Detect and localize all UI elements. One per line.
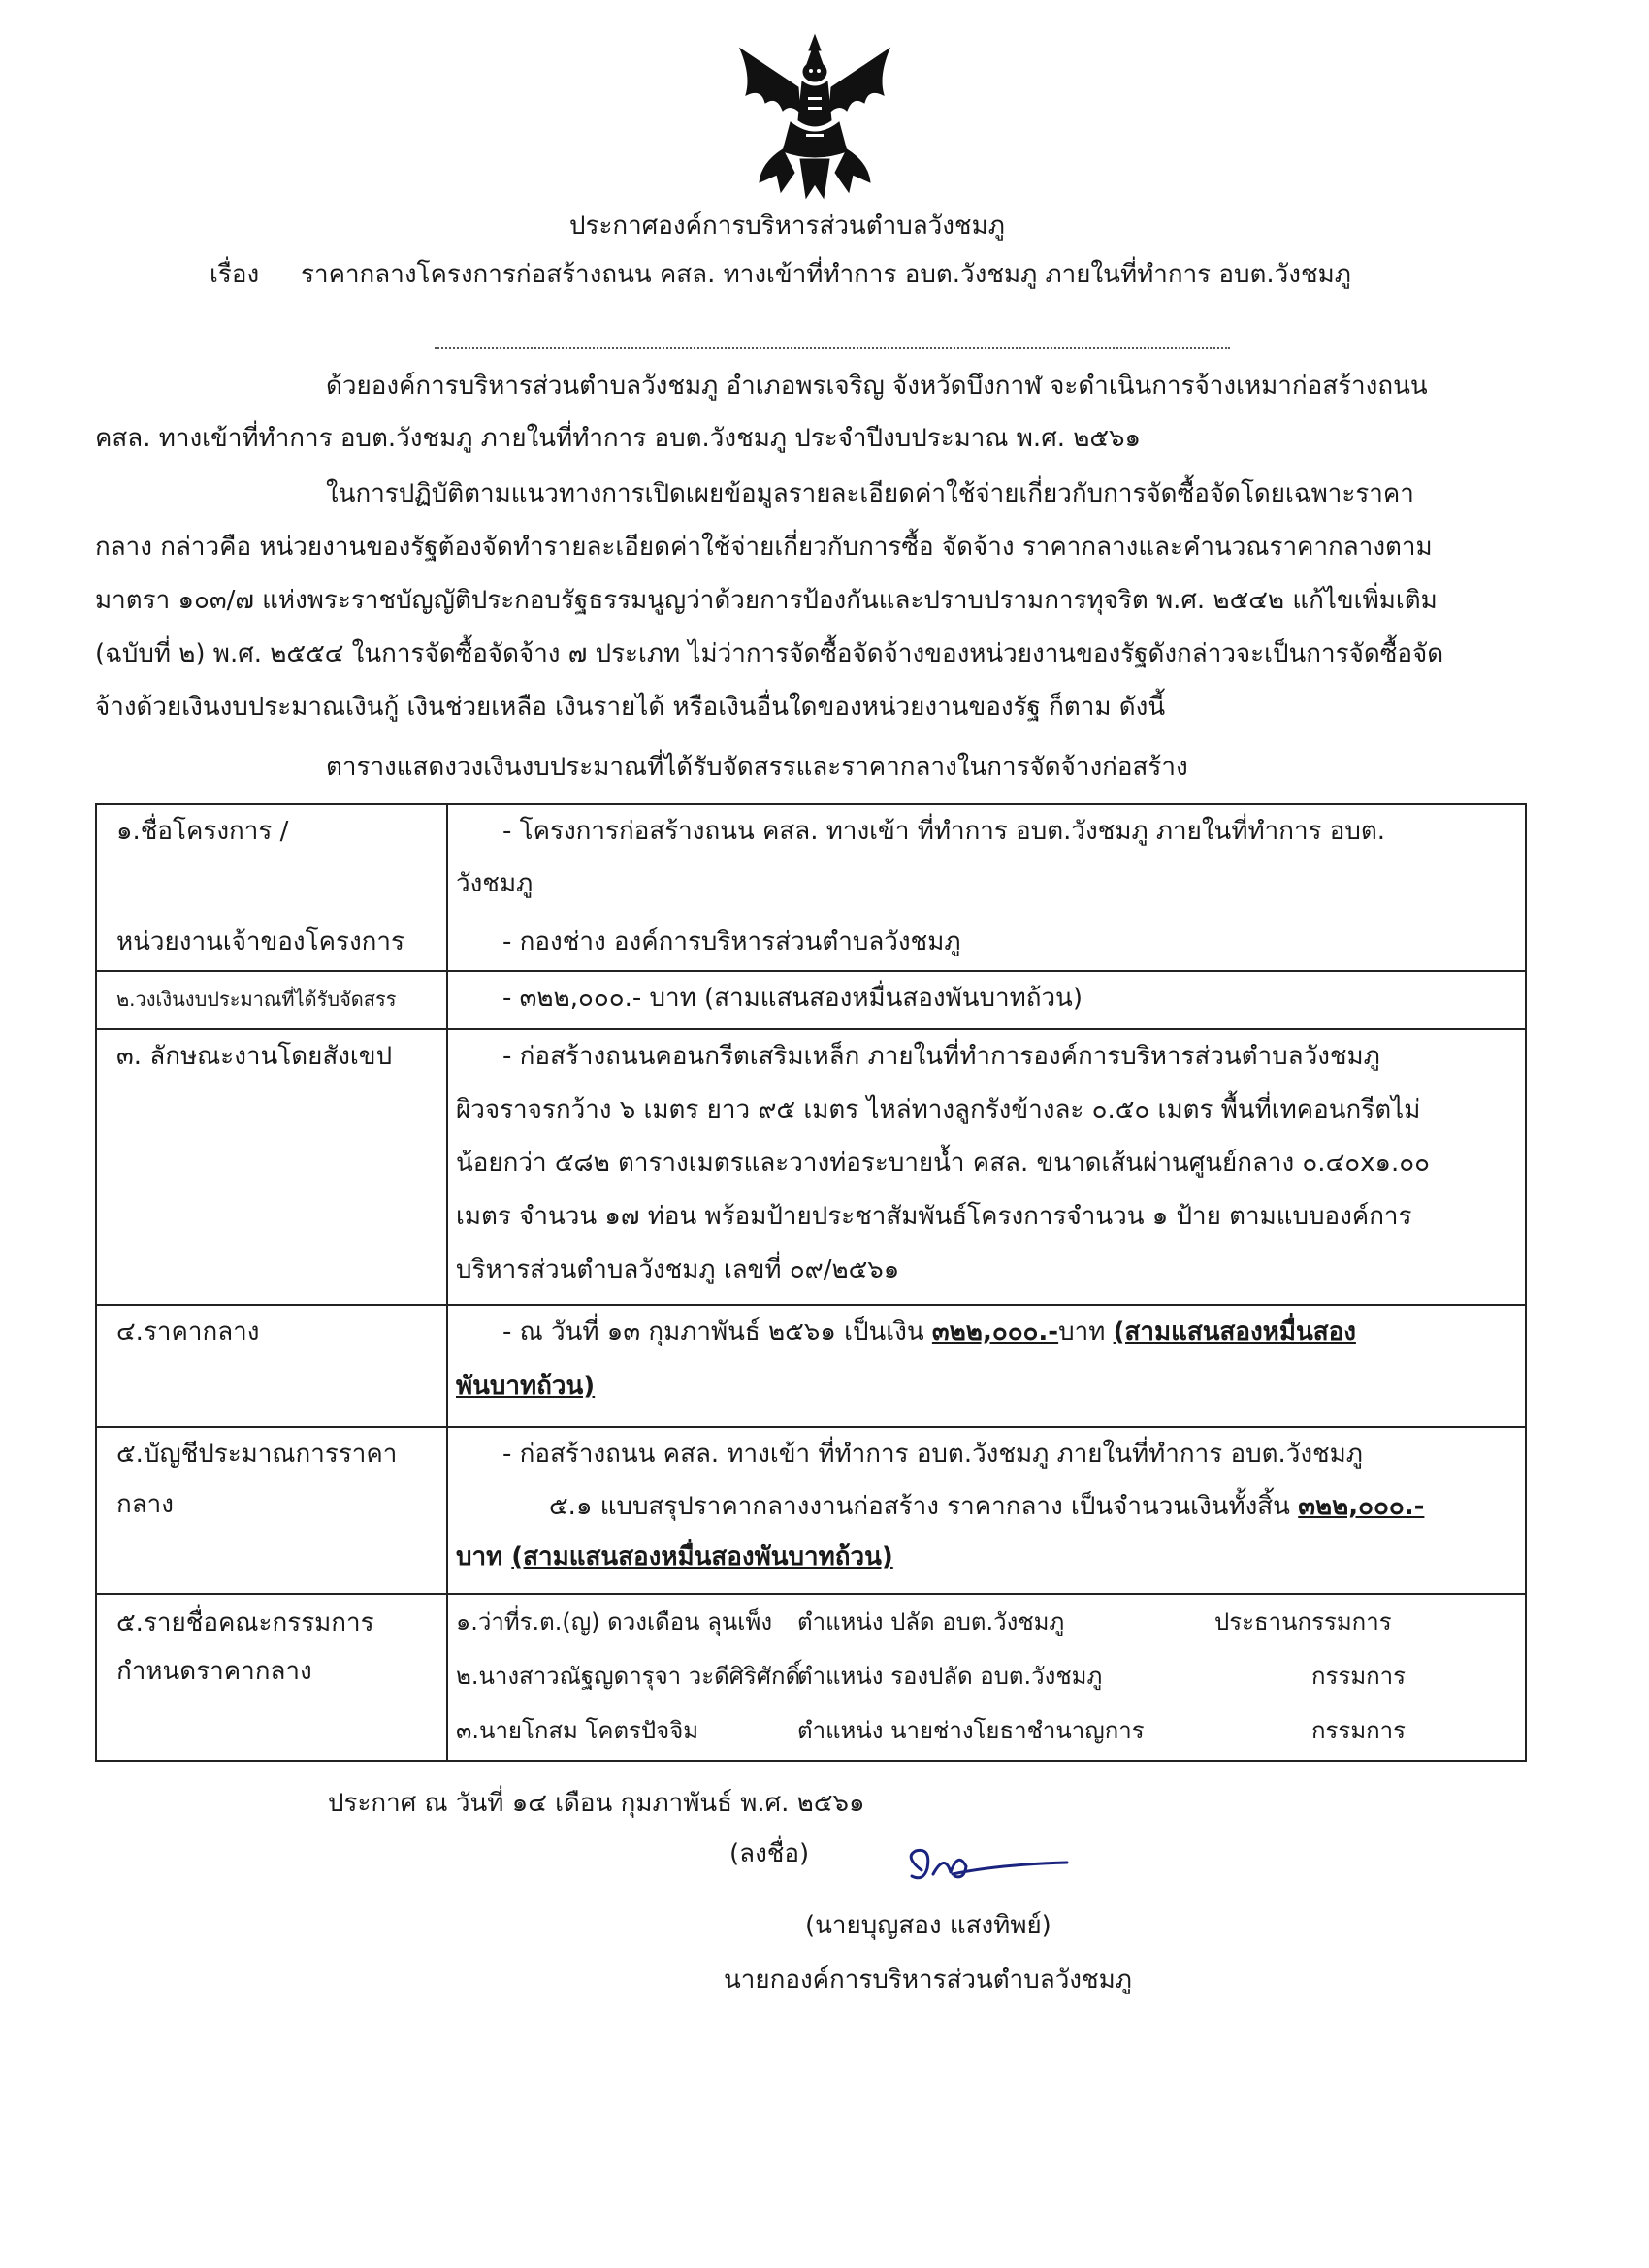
- row5-amount: ๓๒๒,๐๐๐.-: [1298, 1492, 1425, 1521]
- row5-label-b: กลาง: [116, 1490, 174, 1519]
- row2-value-cell: [447, 971, 1526, 1029]
- table-row: [96, 804, 1526, 971]
- row3-line-5: บริหารส่วนตำบลวังชมภู เลขที่ ๐๙/๒๕๖๑: [456, 1255, 900, 1284]
- budget-table: [95, 803, 1527, 1762]
- member-3-name: ๓.นายโกสม โคตรปัจจิม: [456, 1717, 699, 1744]
- row4-value-cell: [447, 1305, 1526, 1427]
- row4-label: ๔.ราคากลาง: [116, 1317, 260, 1346]
- member-3-role: กรรมการ: [1311, 1717, 1406, 1744]
- row1-value-cell: [447, 804, 1526, 971]
- row4-prefix: - ณ วันที่ ๑๓ กุมภาพันธ์ ๒๕๖๑ เป็นเงิน: [502, 1317, 932, 1346]
- row5-l2-prefix: ๕.๑ แบบสรุปราคากลางงานก่อสร้าง ราคากลาง เป็นจำนวนเงินทั้งสิ้น: [549, 1492, 1299, 1521]
- table-caption: ตารางแสดงวงเงินงบประมาณที่ได้รับจัดสรรและราคากลางในการจัดจ้างก่อสร้าง: [326, 753, 1188, 782]
- signer-name: (นายบุญสอง แสงทิพย์): [805, 1911, 1051, 1940]
- row5-value-cell: [447, 1427, 1526, 1594]
- paragraph-2-line-3: มาตรา ๑๐๓/๗ แห่งพระราชบัญญัติประกอบรัฐธรรมนูญว่าด้วยการป้องกันและปราบปรามการทุจริต พ.ศ. ๒๕๔๒ แก้ไขเพิ่มเติม: [95, 586, 1438, 615]
- row1-value-1b: วังชมภู: [456, 869, 534, 898]
- announcement-date: ประกาศ ณ วันที่ ๑๔ เดือน กุมภาพันธ์ พ.ศ. ๒๕๖๑: [328, 1789, 865, 1818]
- signature-label: (ลงชื่อ): [729, 1839, 810, 1868]
- row1-value-1a: - โครงการก่อสร้างถนน คสล. ทางเข้า ที่ทำการ อบต.วังชมภู ภายในที่ทำการ อบต.: [502, 817, 1386, 846]
- row3-label: ๓. ลักษณะงานโดยสังเขป: [116, 1042, 393, 1071]
- row1-label-a: ๑.ชื่อโครงการ /: [116, 817, 289, 846]
- member-3-position: ตำแหน่ง นายช่างโยธาชำนาญการ: [797, 1717, 1145, 1744]
- row3-line-4: เมตร จำนวน ๑๗ ท่อน พร้อมป้ายประชาสัมพันธ์โครงการจำนวน ๑ ป้าย ตามแบบองค์การ: [456, 1202, 1412, 1231]
- row6-label-b: กำหนดราคากลาง: [116, 1657, 312, 1686]
- row5-line-2: [549, 1492, 1424, 1522]
- row6-label-cell: [96, 1594, 447, 1761]
- row2-value: - ๓๒๒,๐๐๐.- บาท (สามแสนสองหมื่นสองพันบาทถ้วน): [502, 984, 1083, 1013]
- row6-label-a: ๕.รายชื่อคณะกรรมการ: [116, 1608, 374, 1637]
- table-row: [96, 1594, 1526, 1761]
- row5-line-3: [456, 1542, 893, 1572]
- subject-label: เรื่อง: [210, 260, 260, 289]
- member-2-role: กรรมการ: [1311, 1663, 1406, 1690]
- row3-line-3: น้อยกว่า ๕๘๒ ตารางเมตรและวางท่อระบายน้ำ คสล. ขนาดเส้นผ่านศูนย์กลาง ๐.๔๐x๑.๐๐: [456, 1149, 1431, 1178]
- row4-words-b: พันบาทถ้วน): [456, 1372, 596, 1401]
- table-row: [96, 1305, 1526, 1427]
- row6-value-cell: [447, 1594, 1526, 1761]
- row4-line-1: [502, 1317, 1356, 1347]
- row5-words: (สามแสนสองหมื่นสองพันบาทถ้วน): [511, 1542, 893, 1571]
- garuda-emblem: [723, 27, 907, 211]
- divider-dotted: [435, 347, 1230, 349]
- table-row: [96, 1029, 1526, 1305]
- row3-line-1: - ก่อสร้างถนนคอนกรีตเสริมเหล็ก ภายในที่ทำการองค์การบริหารส่วนตำบลวังชมภู: [502, 1042, 1380, 1071]
- row2-label-cell: [96, 971, 447, 1029]
- paragraph-2-line-2: กลาง กล่าวคือ หน่วยงานของรัฐต้องจัดทำรายละเอียดค่าใช้จ่ายเกี่ยวกับการซื้อ จัดจ้าง ราคากลางและคำนวณราคากลางตาม: [95, 533, 1433, 562]
- signature-scribble: [883, 1831, 1077, 1909]
- row1-label-b: หน่วยงานเจ้าของโครงการ: [116, 927, 404, 956]
- row5-label-cell: [96, 1427, 447, 1594]
- table-row: [96, 1427, 1526, 1594]
- member-2-name: ๒.นางสาวณัฐญดารุจา วะดีศิริศักดิ์: [456, 1663, 801, 1690]
- row3-label-cell: [96, 1029, 447, 1305]
- row5-l3-prefix: บาท: [456, 1542, 512, 1571]
- paragraph-2-line-4: (ฉบับที่ ๒) พ.ศ. ๒๕๕๔ ในการจัดซื้อจัดจ้าง ๗ ประเภท ไม่ว่าการจัดซื้อจัดจ้างของหน่วยงานของรัฐดังกล่าวจะเป็นการจัดซื้อจัด: [95, 639, 1444, 668]
- row4-words-a: (สามแสนสองหมื่นสอง: [1113, 1317, 1356, 1346]
- page-title: ประกาศองค์การบริหารส่วนตำบลวังชมภู: [569, 211, 1005, 241]
- row5-label-a: ๕.บัญชีประมาณการราคา: [116, 1440, 398, 1469]
- table-row: [96, 971, 1526, 1029]
- member-1-role: ประธานกรรมการ: [1214, 1608, 1392, 1636]
- member-1-position: ตำแหน่ง ปลัด อบต.วังชมภู: [797, 1608, 1065, 1636]
- row1-label-cell: [96, 804, 447, 971]
- row4-mid: บาท: [1058, 1317, 1114, 1346]
- row4-label-cell: [96, 1305, 447, 1427]
- signer-title: นายกองค์การบริหารส่วนตำบลวังชมภู: [724, 1965, 1132, 1994]
- member-2-position: ตำแหน่ง รองปลัด อบต.วังชมภู: [797, 1663, 1103, 1690]
- member-1-name: ๑.ว่าที่ร.ต.(ญ) ดวงเดือน ลุนเพ็ง: [456, 1608, 773, 1636]
- paragraph-1-line-1: ด้วยองค์การบริหารส่วนตำบลวังชมภู อำเภอพรเจริญ จังหวัดบึงกาฬ จะดำเนินการจ้างเหมาก่อสร้างถนน: [326, 372, 1428, 401]
- paragraph-2-line-5: จ้างด้วยเงินงบประมาณเงินกู้ เงินช่วยเหลือ เงินรายได้ หรือเงินอื่นใดของหน่วยงานของรัฐ ก็ตาม ดังนี้: [95, 693, 1166, 722]
- row4-amount: ๓๒๒,๐๐๐.-: [931, 1317, 1059, 1346]
- paragraph-2-line-1: ในการปฏิบัติตามแนวทางการเปิดเผยข้อมูลรายละเอียดค่าใช้จ่ายเกี่ยวกับการจัดซื้อจัดโดยเฉพาะราคา: [326, 479, 1414, 508]
- paragraph-1-line-2: คสล. ทางเข้าที่ทำการ อบต.วังชมภู ภายในที่ทำการ อบต.วังชมภู ประจำปีงบประมาณ พ.ศ. ๒๕๖๑: [95, 424, 1142, 453]
- row2-label: ๒.วงเงินงบประมาณที่ได้รับจัดสรร: [116, 988, 397, 1011]
- row5-line-1: - ก่อสร้างถนน คสล. ทางเข้า ที่ทำการ อบต.วังชมภู ภายในที่ทำการ อบต.วังชมภู: [502, 1440, 1363, 1469]
- row3-value-cell: [447, 1029, 1526, 1305]
- row3-line-2: ผิวจราจรกว้าง ๖ เมตร ยาว ๙๕ เมตร ไหล่ทางลูกรังข้างละ ๐.๕๐ เมตร พื้นที่เทคอนกรีตไม่: [456, 1095, 1421, 1124]
- row1-value-2: - กองช่าง องค์การบริหารส่วนตำบลวังชมภู: [502, 927, 961, 956]
- subject-text: ราคากลางโครงการก่อสร้างถนน คสล. ทางเข้าที่ทำการ อบต.วังชมภู ภายในที่ทำการ อบต.วังชมภู: [301, 260, 1351, 289]
